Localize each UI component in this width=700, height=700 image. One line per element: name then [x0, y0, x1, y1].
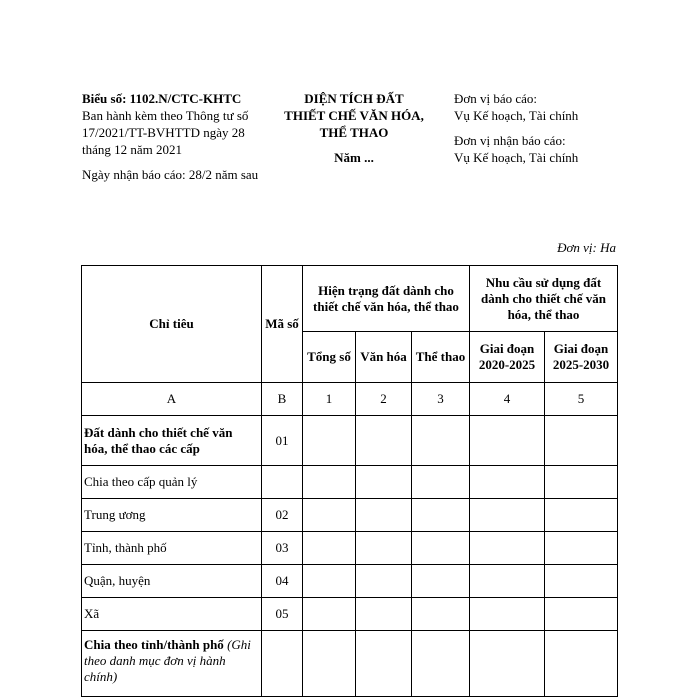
row-label: Quận, huyện [82, 565, 262, 598]
header-left [82, 90, 272, 183]
receive-unit: Vụ Kế hoạch, Tài chính [454, 150, 579, 165]
row-label: Xã [82, 598, 262, 631]
report-unit-label: Đơn vị báo cáo: [454, 91, 538, 106]
receive-date-text: Ngày nhận báo cáo: 28/2 năm sau [82, 167, 259, 182]
index-cell: 4 [470, 383, 545, 416]
row-label-note: (Ghi theo danh mục đơn vị hành chính) [84, 637, 251, 684]
table-row [82, 499, 618, 532]
row-code: 02 [262, 499, 303, 532]
report-unit: Vụ Kế hoạch, Tài chính [454, 108, 579, 123]
row-code: 03 [262, 532, 303, 565]
index-cell: 5 [545, 383, 618, 416]
unit-note: Đơn vị: Ha [557, 240, 616, 255]
header-indicator: Chỉ tiêu [82, 266, 262, 383]
header-center [280, 90, 428, 166]
header-current-status: Hiện trạng đất dành cho thiết chế văn hóa, thể thao [303, 266, 470, 332]
form-number: Biểu số: 1102.N/CTC-KHTC [82, 91, 242, 106]
index-row [82, 383, 618, 416]
row-code: 05 [262, 598, 303, 631]
table-row [82, 565, 618, 598]
header-land-need: Nhu cầu sử dụng đất dành cho thiết chế văn hóa, thể thao [470, 266, 618, 332]
table-row [82, 631, 618, 697]
row-code: 01 [262, 416, 303, 466]
receive-unit-label: Đơn vị nhận báo cáo: [454, 133, 566, 148]
header-culture: Văn hóa [356, 332, 412, 383]
row-label: Chia theo cấp quản lý [82, 466, 262, 499]
index-cell: A [82, 383, 262, 416]
row-label: Tỉnh, thành phố [82, 532, 262, 565]
header-right [454, 90, 654, 166]
table-row [82, 466, 618, 499]
row-code [262, 466, 303, 499]
row-code: 04 [262, 565, 303, 598]
header-sport: Thể thao [412, 332, 470, 383]
header-code: Mã số [262, 266, 303, 383]
index-cell: 1 [303, 383, 356, 416]
header-period-2020-2025: Giai đoạn 2020-2025 [470, 332, 545, 383]
table-row [82, 532, 618, 565]
index-cell: B [262, 383, 303, 416]
index-cell: 3 [412, 383, 470, 416]
report-title-line1: DIỆN TÍCH ĐẤT [304, 91, 404, 106]
table-row [82, 416, 618, 466]
row-label-by-province [82, 631, 262, 697]
report-title-line2: THIẾT CHẾ VĂN HÓA, THỂ THAO [284, 108, 424, 140]
index-cell: 2 [356, 383, 412, 416]
table-row [82, 598, 618, 631]
row-label: Trung ương [82, 499, 262, 532]
header-period-2025-2030: Giai đoạn 2025-2030 [545, 332, 618, 383]
issued-with-text: Ban hành kèm theo Thông tư số 17/2021/TT-BVHTTD ngày 28 tháng 12 năm 2021 [82, 108, 249, 157]
land-area-table [81, 265, 618, 697]
report-year: Năm ... [334, 150, 374, 165]
row-label: Đất dành cho thiết chế văn hóa, thể thao các cấp [82, 416, 262, 466]
header-total: Tổng số [303, 332, 356, 383]
row-label-bold: Chia theo tỉnh/thành phố [84, 637, 224, 652]
